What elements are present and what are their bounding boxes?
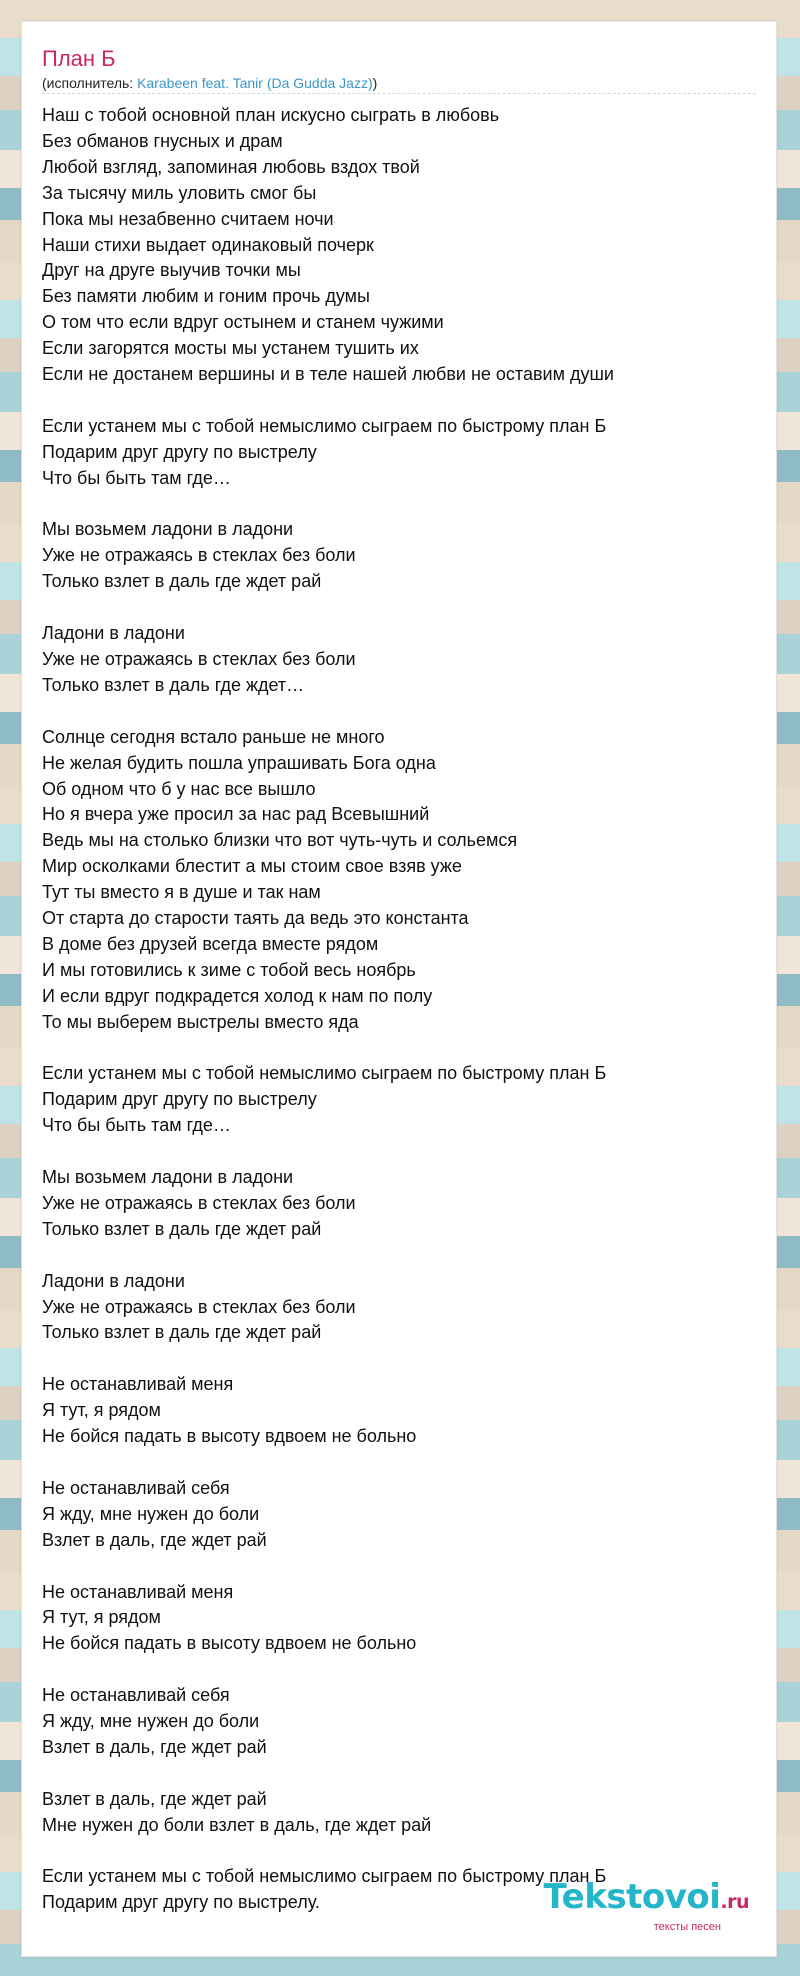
- artist-suffix: ): [372, 75, 378, 91]
- lyrics-stanza: [42, 621, 756, 699]
- lyrics-stanza: [42, 725, 756, 1036]
- logo-tagline: тексты песен: [653, 1921, 721, 1933]
- lyric-line: Только взлет в даль где ждет рай: [42, 571, 322, 592]
- logo-main-text: Tekstovoi: [543, 1877, 721, 1917]
- lyric-line: Без памяти любим и гоним прочь думы: [42, 286, 370, 307]
- lyric-line: Только взлет в даль где ждет рай: [42, 1218, 322, 1239]
- lyric-line: Не бойся падать в высоту вдвоем не больно: [42, 1633, 417, 1654]
- lyric-line: Тут ты вместо я в душе и так нам: [42, 882, 321, 903]
- lyrics-stanza: [42, 1683, 756, 1761]
- lyric-line: Ладони в ладони: [42, 623, 185, 644]
- lyric-line: Подарим друг другу по выстрелу: [42, 1089, 317, 1110]
- lyrics-stanza: [42, 1061, 756, 1139]
- lyrics-stanza: [42, 414, 756, 492]
- site-logo[interactable]: [529, 1878, 749, 1934]
- logo-tld: .ru: [720, 1891, 749, 1913]
- lyric-line: Но я вчера уже просил за нас рад Всевышний: [42, 804, 430, 825]
- lyrics-stanza: [42, 103, 756, 388]
- lyrics-stanza: [42, 1165, 756, 1243]
- lyric-line: От старта до старости таять да ведь это константа: [42, 908, 469, 929]
- lyric-line: То мы выберем выстрелы вместо яда: [42, 1011, 359, 1032]
- lyric-line: Уже не отражаясь в стеклах без боли: [42, 1296, 356, 1317]
- lyric-line: Мы возьмем ладони в ладони: [42, 519, 294, 540]
- lyric-line: Взлет в даль, где ждет рай: [42, 1736, 267, 1757]
- artist-link[interactable]: Karabeen feat. Tanir (Da Gudda Jazz): [137, 75, 373, 91]
- lyric-line: Уже не отражаясь в стеклах без боли: [42, 1192, 356, 1213]
- lyric-line: Я тут, я рядом: [42, 1607, 161, 1628]
- lyric-line: Мир осколками блестит а мы стоим свое взяв уже: [42, 856, 462, 877]
- lyric-line: Ведь мы на столько близки что вот чуть-чуть и сольемся: [42, 830, 518, 851]
- lyrics-stanza: [42, 1580, 756, 1658]
- lyric-line: Если устанем мы с тобой немыслимо сыграем по быстрому план Б: [42, 1063, 607, 1084]
- lyric-line: Уже не отражаясь в стеклах без боли: [42, 648, 356, 669]
- lyric-line: Мы возьмем ладони в ладони: [42, 1167, 294, 1188]
- lyrics-stanza: [42, 1787, 756, 1839]
- lyric-line: Не бойся падать в высоту вдвоем не больно: [42, 1426, 417, 1447]
- lyric-line: Взлет в даль, где ждет рай: [42, 1788, 267, 1809]
- lyric-line: Пока мы незабвенно считаем ночи: [42, 208, 334, 229]
- lyric-line: Не останавливай себя: [42, 1477, 230, 1498]
- lyrics-card: [21, 21, 777, 1957]
- lyric-line: Взлет в даль, где ждет рай: [42, 1529, 267, 1550]
- lyric-line: Об одном что б у нас все вышло: [42, 778, 316, 799]
- lyric-line: Ладони в ладони: [42, 1270, 185, 1291]
- lyric-line: Только взлет в даль где ждет…: [42, 674, 305, 695]
- lyrics-stanza: [42, 517, 756, 595]
- lyric-line: В доме без друзей всегда вместе рядом: [42, 933, 379, 954]
- lyric-line: Не желая будить пошла упрашивать Бога одна: [42, 752, 436, 773]
- lyric-line: О том что если вдруг остынем и станем чужими: [42, 312, 444, 333]
- lyrics-stanza: [42, 1269, 756, 1347]
- lyric-line: Если устанем мы с тобой немыслимо сыграем по быстрому план Б: [42, 415, 607, 436]
- lyric-line: Мне нужен до боли взлет в даль, где ждет рай: [42, 1814, 432, 1835]
- lyric-line: Уже не отражаясь в стеклах без боли: [42, 545, 356, 566]
- artist-prefix: (исполнитель:: [42, 75, 138, 91]
- lyric-line: Если устанем мы с тобой немыслимо сыграем по быстрому план Б: [42, 1866, 607, 1887]
- song-title: План Б: [42, 46, 116, 71]
- logo-wordmark: [529, 1878, 749, 1921]
- title-divider: [42, 93, 756, 94]
- lyric-line: И мы готовились к зиме с тобой весь ноябрь: [42, 959, 416, 980]
- lyric-line: Без обманов гнусных и драм: [42, 130, 283, 151]
- lyric-line: Друг на друге выучив точки мы: [42, 260, 301, 281]
- lyric-line: Солнце сегодня встало раньше не много: [42, 726, 385, 747]
- lyric-line: Только взлет в даль где ждет рай: [42, 1322, 322, 1343]
- lyric-line: Я жду, мне нужен до боли: [42, 1711, 260, 1732]
- artist-line: [42, 74, 377, 92]
- lyric-line: Что бы быть там где…: [42, 1115, 231, 1136]
- lyrics-stanza: [42, 1372, 756, 1450]
- lyric-line: Я жду, мне нужен до боли: [42, 1503, 260, 1524]
- lyric-line: Подарим друг другу по выстрелу.: [42, 1892, 320, 1913]
- lyric-line: Подарим друг другу по выстрелу: [42, 441, 317, 462]
- lyric-line: Наш с тобой основной план искусно сыграть в любовь: [42, 105, 500, 125]
- lyric-line: Если не достанем вершины и в теле нашей любви не оставим души: [42, 364, 614, 385]
- lyric-line: Любой взгляд, запоминая любовь вздох твой: [42, 156, 420, 177]
- lyric-line: И если вдруг подкрадется холод к нам по полу: [42, 985, 433, 1006]
- lyric-line: Не останавливай меня: [42, 1581, 234, 1602]
- lyrics-body: [42, 103, 756, 1916]
- lyric-line: Не останавливай меня: [42, 1374, 234, 1395]
- lyric-line: Не останавливай себя: [42, 1685, 230, 1706]
- lyric-line: За тысячу миль уловить смог бы: [42, 182, 317, 203]
- lyric-line: Что бы быть там где…: [42, 467, 231, 488]
- lyric-line: Я тут, я рядом: [42, 1400, 161, 1421]
- lyric-line: Если загорятся мосты мы устанем тушить их: [42, 338, 419, 359]
- lyric-line: Наши стихи выдает одинаковый почерк: [42, 234, 374, 255]
- lyrics-stanza: [42, 1476, 756, 1554]
